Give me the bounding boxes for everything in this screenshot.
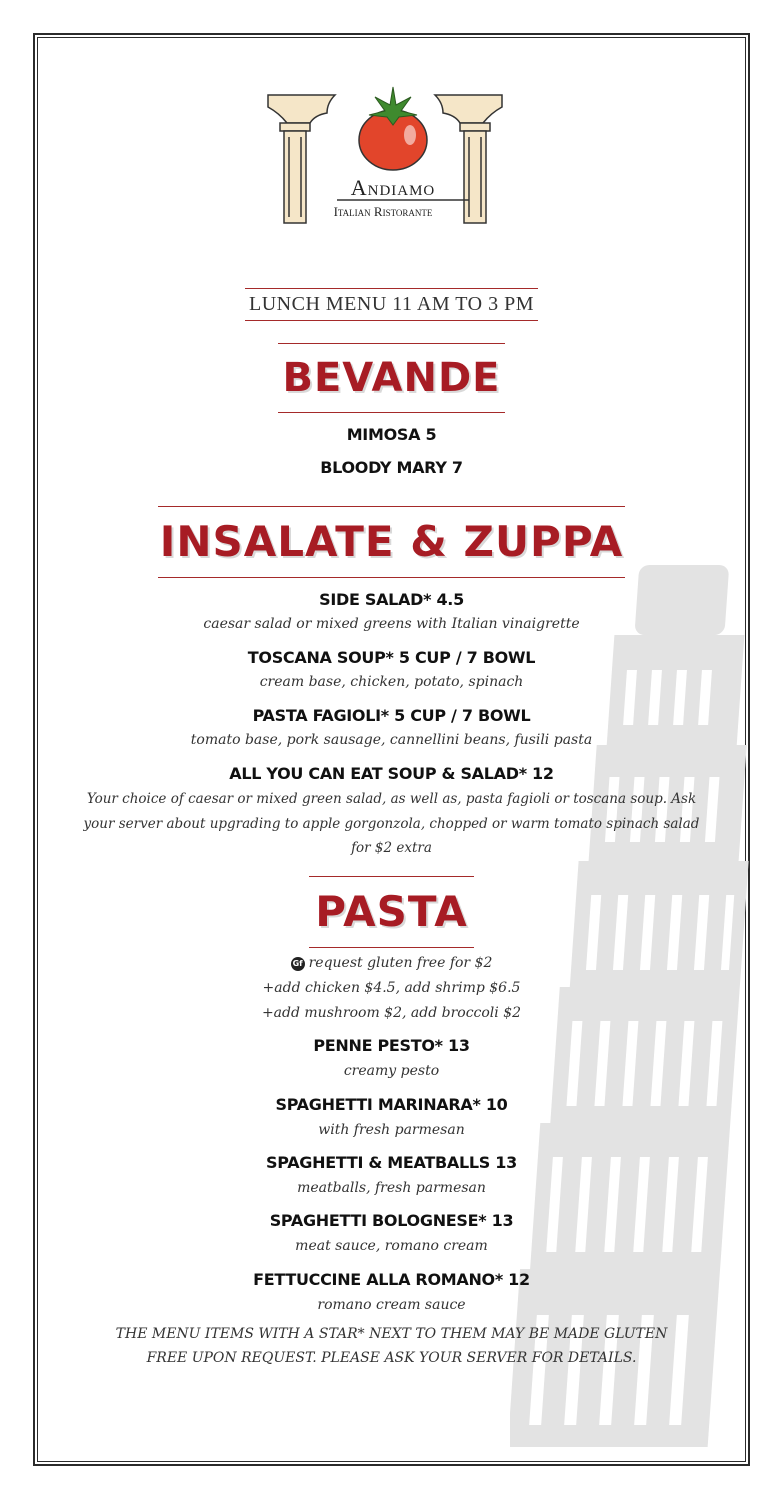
menu-item-spaghetti-meatballs-desc: meatballs, fresh parmesan: [297, 1180, 486, 1196]
menu-item-soup-salad: ALL YOU CAN EAT SOUP & SALAD* 12: [229, 764, 554, 783]
insalate-title: INSALATE & ZUPPA: [158, 506, 626, 578]
menu-item-bloody-mary: BLOODY MARY 7: [320, 458, 463, 477]
gluten-free-note: [40, 951, 743, 975]
gluten-free-disclaimer-1: THE MENU ITEMS WITH A STAR* NEXT TO THEM MAY BE MADE GLUTEN: [115, 1326, 668, 1342]
left-column-icon: [268, 95, 335, 223]
gluten-free-note-text: request gluten free for $2: [308, 955, 493, 971]
brand-name: Andiamo: [350, 175, 436, 200]
bevande-title: BEVANDE: [278, 343, 504, 413]
menu-item-penne-pesto: PENNE PESTO* 13: [313, 1036, 470, 1055]
menu-item-spaghetti-bolognese: SPAGHETTI BOLOGNESE* 13: [269, 1211, 514, 1230]
menu-item-soup-salad-desc-2: your server about upgrading to apple gorgonzola, chopped or warm tomato spinach salad: [83, 816, 700, 832]
menu-item-pasta-fagioli: PASTA FAGIOLI* 5 CUP / 7 BOWL: [252, 706, 531, 725]
menu-item-penne-pesto-desc: creamy pesto: [343, 1063, 440, 1079]
pasta-heading: [40, 876, 743, 948]
menu-item-side-salad-desc: caesar salad or mixed greens with Italian vinaigrette: [203, 616, 580, 632]
right-column-icon: [435, 95, 502, 223]
menu-item-side-salad: SIDE SALAD* 4.5: [319, 590, 464, 609]
menu-item-toscana-soup: TOSCANA SOUP* 5 CUP / 7 BOWL: [247, 648, 536, 667]
menu-item-toscana-soup-desc: cream base, chicken, potato, spinach: [259, 674, 524, 690]
menu-item-soup-salad-desc-3: for $2 extra: [351, 840, 432, 856]
add-veg-note: +add mushroom $2, add broccoli $2: [261, 1005, 522, 1021]
gluten-free-disclaimer-2: FREE UPON REQUEST. PLEASE ASK YOUR SERVER FOR DETAILS.: [146, 1350, 637, 1366]
tomato-icon: [359, 87, 427, 170]
add-protein-note: +add chicken $4.5, add shrimp $6.5: [262, 980, 521, 996]
menu-item-fettuccine-romano-desc: romano cream sauce: [317, 1297, 466, 1313]
pasta-title: PASTA: [309, 876, 474, 948]
insalate-heading: [40, 506, 743, 578]
menu-item-fettuccine-romano: FETTUCCINE ALLA ROMANO* 12: [253, 1270, 530, 1289]
menu-item-pasta-fagioli-desc: tomato base, pork sausage, cannellini beans, fusili pasta: [190, 732, 593, 748]
gluten-free-icon: Gf: [291, 957, 305, 971]
menu-item-spaghetti-meatballs: SPAGHETTI & MEATBALLS 13: [266, 1153, 517, 1172]
lunch-hours-text: LUNCH MENU 11 AM TO 3 PM: [245, 288, 538, 321]
menu-item-spaghetti-marinara-desc: with fresh parmesan: [318, 1122, 465, 1138]
menu-item-soup-salad-desc-1: Your choice of caesar or mixed green salad, as well as, pasta fagioli or toscana soup. Ask: [86, 791, 697, 807]
brand-subtitle: Italian Ristorante: [333, 204, 433, 219]
menu-item-spaghetti-bolognese-desc: meat sauce, romano cream: [295, 1238, 488, 1254]
menu-item-mimosa: MIMOSA 5: [346, 425, 437, 444]
andiamo-logo: [265, 85, 505, 230]
bevande-heading: [40, 343, 743, 413]
menu-item-spaghetti-marinara: SPAGHETTI MARINARA* 10: [275, 1095, 508, 1114]
lunch-hours: [40, 288, 743, 324]
